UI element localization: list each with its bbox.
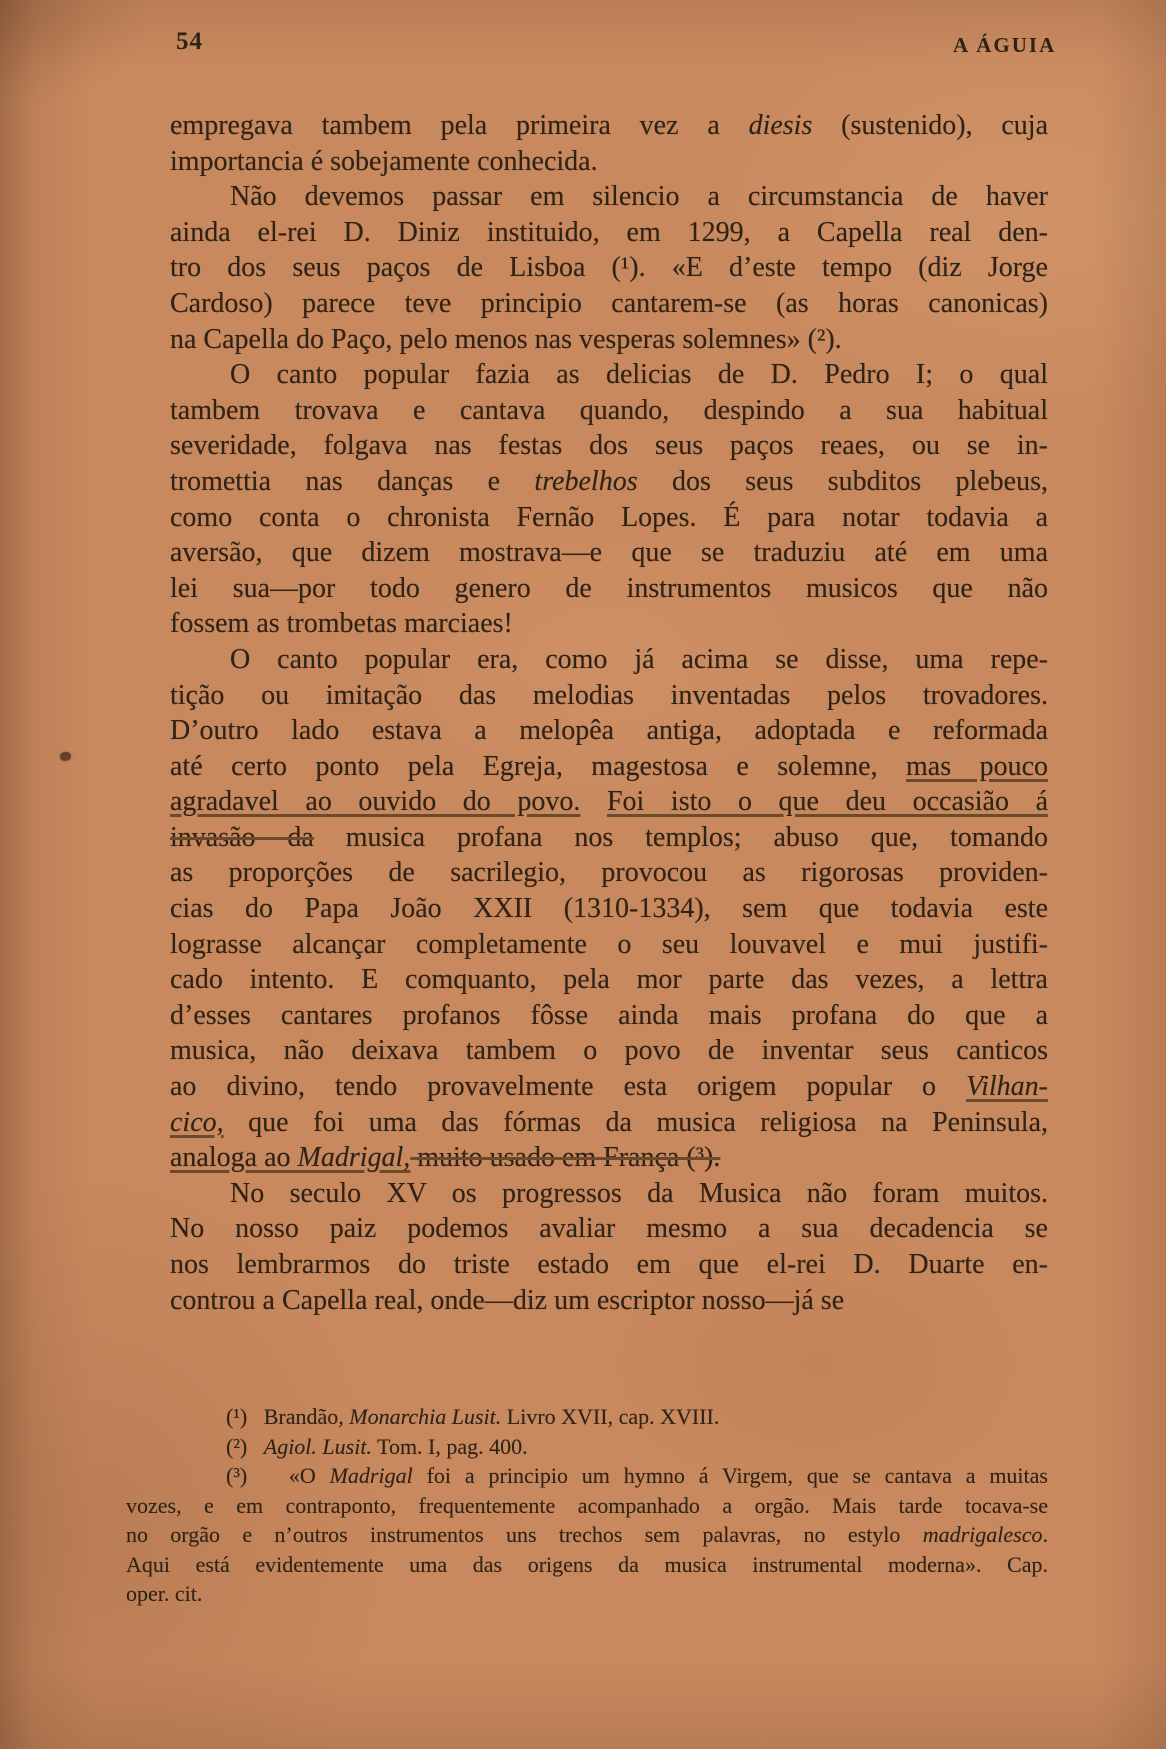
text-run: D’outro lado estava a melopêa antiga, adoptada e reformada [170,715,1048,747]
text-run: severidade, folgava nas festas dos seus paços reaes, ou se in- [170,430,1048,462]
text-run: analoga ao [170,1142,298,1174]
text-run: Livro XVII, cap. XVIII. [501,1404,720,1429]
text-run: cico, [170,1106,224,1138]
text-run: cado intento. E comquanto, pela mor parte das vezes, a lettra [170,964,1048,996]
text-line [170,855,1048,891]
text-run: tição ou imitação das melodias inventadas pelos trovadores. [170,679,1048,711]
text-line [170,606,1048,642]
page-number: 54 [176,28,203,55]
text-run: tromettia nas danças e [170,465,535,497]
text-line [126,1432,1048,1462]
text-run: Madrigal [329,1463,413,1488]
text-line [170,571,1048,607]
text-line [170,108,1048,144]
text-line [170,357,1048,393]
text-line [170,1176,1048,1212]
text-line [126,1520,1048,1550]
text-run: importancia é sobejamente conhecida. [170,145,598,177]
text-run: Não devemos passar em silencio a circumstancia de haver [230,181,1048,213]
text-run: (sustenido), cuja [812,110,1048,141]
text-line [170,927,1048,963]
text-run: O canto popular era, como já acima se disse, uma repe- [230,643,1048,675]
body-text [170,108,1048,1318]
text-run: musica profana nos templos; abuso que, tomando [313,821,1048,853]
paragraph [170,179,1048,357]
text-run: Vilhan- [966,1071,1048,1103]
paragraph [170,1176,1048,1318]
text-run: controu a Capella real, onde—diz um escriptor nosso—já se [170,1284,845,1316]
paragraph [170,357,1048,642]
text-run: (¹) Brandão, [226,1404,350,1429]
text-line [170,891,1048,927]
text-run: O canto popular fazia as delicias de D. Pedro I; o qual [230,359,1048,391]
text-run: nos lembrarmos do triste estado em que el-rei D. Duarte en- [170,1249,1048,1280]
text-line [170,998,1048,1034]
text-run: Tom. I, pag. 400. [371,1433,528,1459]
text-line [170,1283,1048,1319]
paragraph [170,108,1048,179]
text-run [580,786,607,817]
text-line [126,1461,1048,1491]
text-run: ainda el-rei D. Diniz instituido, em 1299, a Capella real den- [170,216,1048,248]
text-run: . [1042,1522,1048,1547]
text-line [170,713,1048,749]
text-line [126,1579,1048,1609]
text-run: na Capella do Paço, pelo menos nas vesperas solemnes» (²). [170,323,842,355]
text-line [170,215,1048,251]
text-run: fossem as trombetas marciaes! [170,608,513,640]
text-line [170,393,1048,429]
text-run: Monarchia Lusit. [349,1404,502,1429]
text-run: Aqui está evidentemente uma das origens da musica instrumental moderna». Cap. [126,1551,1048,1577]
text-line [170,784,1048,820]
text-line [170,1211,1048,1247]
text-line [170,250,1048,286]
text-run: como conta o chronista Fernão Lopes. É para notar todavia a [170,501,1048,533]
text-line [170,322,1048,358]
text-line [170,820,1048,856]
text-run: tambem trovava e cantava quando, despindo a sua habitual [170,394,1048,426]
footnote [126,1402,1048,1432]
text-line [170,1105,1048,1141]
text-run: muito usado em França (³). [410,1142,721,1174]
text-run: Foi isto o que deu occasião á [606,786,1048,818]
text-run: Agiol. Lusit. [263,1433,372,1459]
text-run: no orgão e n’outros instrumentos uns trechos sem palavras, no estylo [126,1522,923,1547]
text-run: No nosso paiz podemos avaliar mesmo a sua decadencia se [170,1213,1048,1245]
text-line [170,535,1048,571]
pencil-mark [60,752,71,761]
footnotes [126,1402,1048,1609]
text-run: trebelhos [534,465,638,497]
text-line [170,1069,1048,1105]
text-line [170,1140,1048,1176]
text-line [170,179,1048,215]
text-run: lograsse alcançar completamente o seu louvavel e mui justifi- [170,928,1048,960]
text-run: vozes, e em contraponto, frequentemente acompanhado a orgão. Mais tarde tocava-se [126,1492,1048,1518]
text-run: que foi uma das fórmas da musica religiosa na Peninsula, [223,1106,1048,1138]
text-run: lei sua—por todo genero de instrumentos musicos que não [170,572,1048,604]
text-run: empregava tambem pela primeira vez a [170,110,749,141]
text-line [170,962,1048,998]
text-run: Madrigal, [297,1142,411,1174]
text-run: agradavel ao ouvido do povo. [170,786,581,818]
footnote [126,1461,1048,1609]
text-run: cias do Papa João XXII (1310-1334), sem que todavia este [170,893,1048,925]
text-line [170,678,1048,714]
text-run: musica, não deixava tambem o povo de inventar seus canticos [170,1035,1048,1067]
text-run: ao divino, tendo provavelmente esta origem popular o [170,1071,967,1103]
journal-masthead: A ÁGUIA [953,33,1057,57]
paragraph [170,642,1048,1176]
text-line [170,144,1048,180]
text-run: as proporções de sacrilegio, provocou as rigorosas providen- [170,857,1048,889]
text-run: aversão, que dizem mostrava—e que se traduziu até em uma [170,537,1048,569]
text-run: madrigalesco [922,1522,1043,1547]
text-run: foi a principio um hymno á Virgem, que se cantava a muitas [412,1463,1048,1488]
text-run: (²) [226,1433,264,1459]
text-line [170,1247,1048,1283]
text-run: No seculo XV os progressos da Musica não foram muitos. [230,1177,1048,1209]
text-run: dos seus subditos plebeus, [637,465,1048,497]
text-run: (³) «O [226,1463,330,1488]
text-run: d’esses cantares profanos fôsse ainda mais profana do que a [170,999,1048,1031]
text-run: Cardoso) parece teve principio cantarem-se (as horas canonicas) [170,287,1048,319]
text-run: mas pouco [906,750,1048,782]
text-line [126,1402,1048,1432]
text-line [170,428,1048,464]
text-line [170,464,1048,500]
text-line [170,749,1048,785]
text-run: diesis [748,110,813,141]
text-line [126,1550,1048,1580]
text-line [170,1033,1048,1069]
text-run: invasão da [170,821,314,853]
text-run: até certo ponto pela Egreja, magestosa e solemne, [170,750,907,782]
text-line [170,500,1048,536]
text-run: tro dos seus paços de Lisboa (¹). «E d’este tempo (diz Jorge [170,252,1048,284]
text-line [170,642,1048,678]
footnote [126,1432,1048,1462]
text-line [126,1491,1048,1521]
text-line [170,286,1048,322]
text-run: oper. cit. [126,1581,203,1606]
